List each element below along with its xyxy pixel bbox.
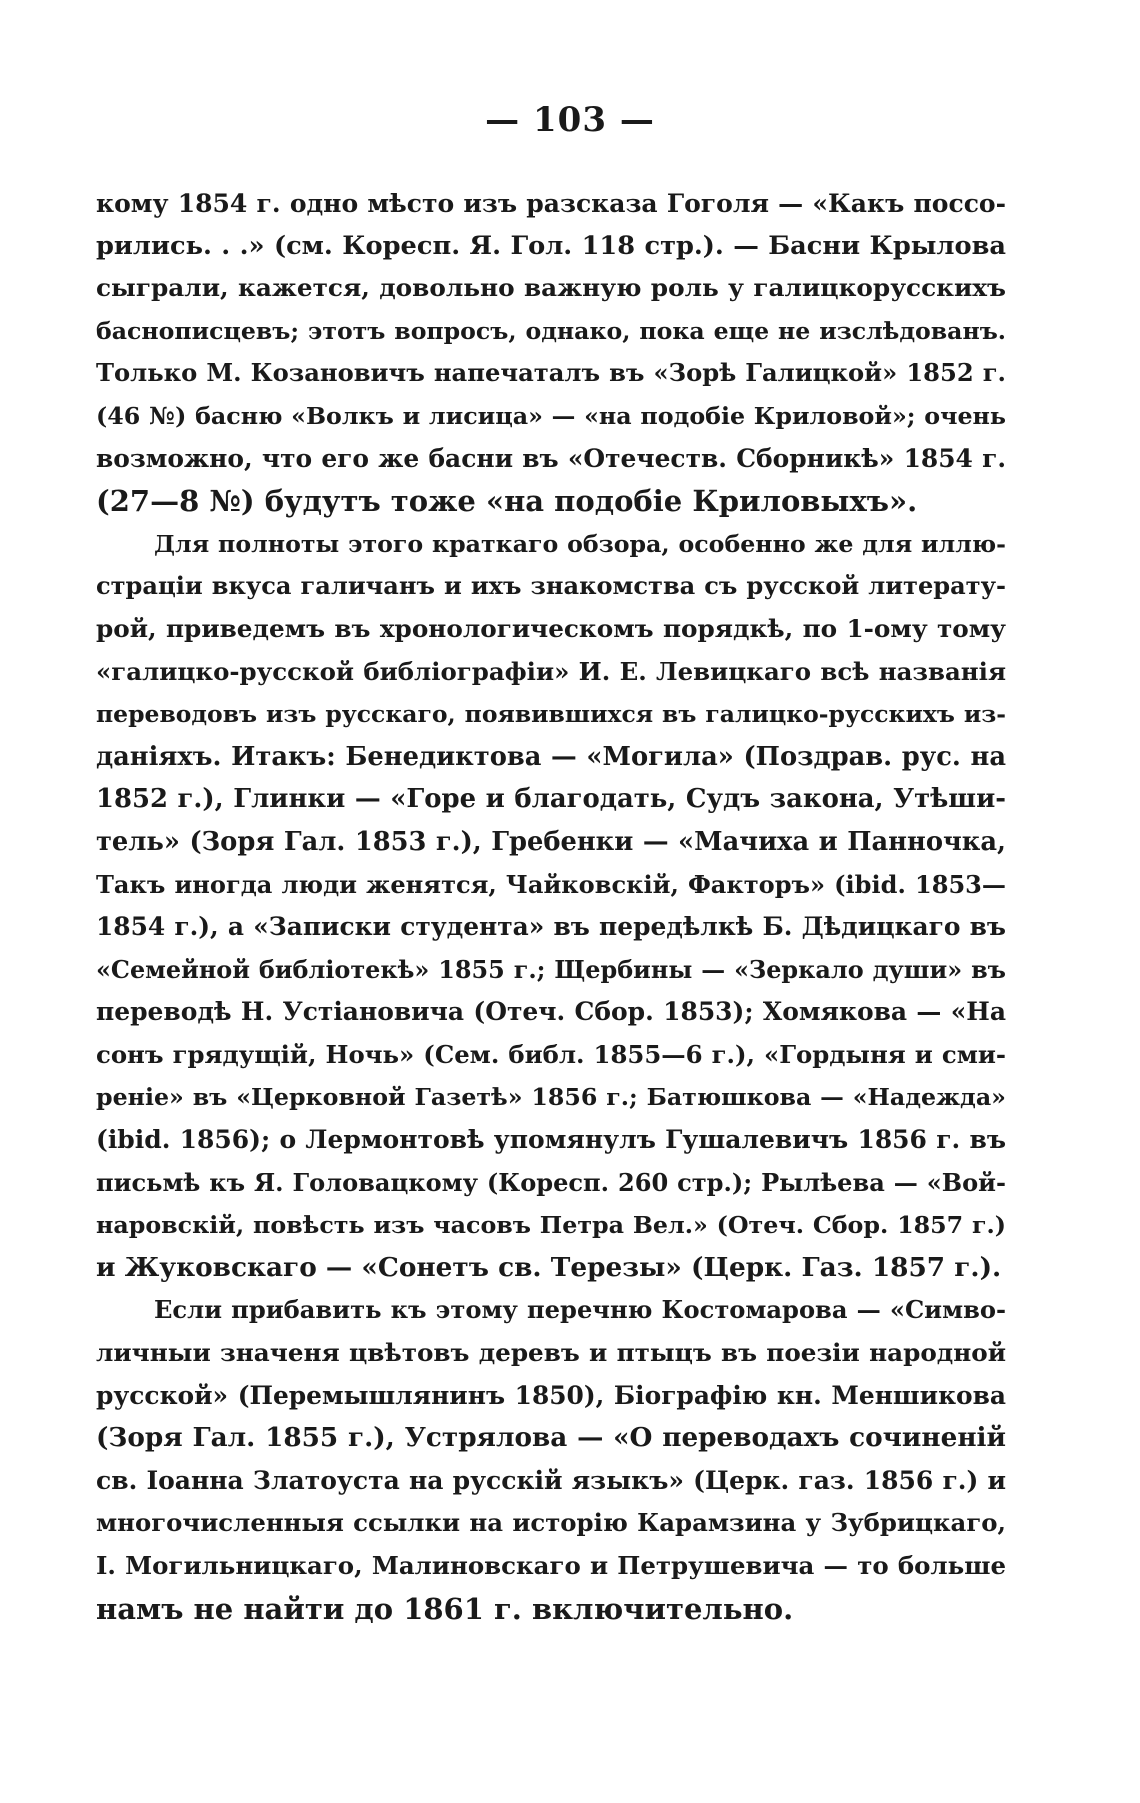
text-line: (Зоря Гал. 1855 г.), Устрялова — «О переводахъ сочиненій — [96, 1422, 1006, 1454]
page-body-text — [96, 182, 1006, 1630]
text-line: Если прибавить къ этому перечню Костомарова — «Симво- — [154, 1295, 1006, 1325]
text-line: І. Могильницкаго, Малиновскаго и Петрушевича — то больше — [96, 1551, 1006, 1580]
text-line: Для полноты этого краткаго обзора, особенно же для иллю- — [154, 529, 1006, 558]
paragraph — [96, 182, 1006, 523]
text-line: письмѣ къ Я. Головацкому (Кoресп. 260 стр.); Рылѣева — «Вой- — [96, 1167, 1006, 1197]
text-line: рой, приведемъ въ хронологическомъ порядкѣ, по 1-ому тому — [96, 613, 1006, 643]
text-line: 1852 г.), Глинки — «Горе и благодать, Судъ закона, Утѣши- — [96, 784, 1006, 815]
text-line: 1854 г.), а «Записки студента» въ передѣлкѣ Б. Дѣдицкаго въ — [96, 912, 1006, 942]
text-line: сыграли, кажется, довольно важную роль у галицкорусскихъ — [96, 273, 1006, 303]
text-line: намъ не найти до 1861 г. включительно. — [96, 1591, 794, 1626]
text-line: «Семейной библіотекѣ» 1855 г.; Щербины — «Зеркало души» въ — [96, 955, 1006, 984]
text-line: страціи вкуса галичанъ и ихъ знакомства съ русской литерату- — [96, 571, 1006, 601]
text-line: переводѣ Н. Устіановича (Отеч. Сбор. 1853); Хомякова — «На — [96, 997, 1006, 1027]
text-line: «галицко-русской библіографіи» И. Е. Левицкаго всѣ названія — [96, 656, 1006, 686]
text-line: и Жуковскаго — «Сонетъ св. Терезы» (Церк. Газ. 1857 г.). — [96, 1251, 1002, 1283]
text-line: сонъ грядущій, Ночь» (Сем. библ. 1855—6 г.), «Гордыня и сми- — [96, 1039, 1006, 1069]
text-line: тель» (Зоря Гал. 1853 г.), Гребенки — «Мачиха и Панночка, — [96, 826, 1006, 857]
text-line: реніе» въ «Церковной Газетѣ» 1856 г.; Батюшкова — «Надежда» — [96, 1083, 1006, 1112]
text-line: св. Іоанна Златоуста на русскій языкъ» (Церк. газ. 1856 г.) и — [96, 1465, 1006, 1495]
text-line: (46 №) басню «Волкъ и лисица» — «на подобіе Криловой»; очень — [96, 401, 1006, 430]
page-number: — 103 — — [485, 100, 655, 140]
text-line: личныи значеня цвѣтовъ деревъ и птыцъ въ поезіи народной — [96, 1338, 1006, 1368]
text-line: переводовъ изъ русскаго, появившихся въ галицко-русскихъ из- — [96, 700, 1006, 729]
text-line: даніяхъ. Итакъ: Бенедиктова — «Могила» (Поздрав. рус. на — [96, 741, 1006, 772]
text-line: русской» (Перемышлянинъ 1850), Біографію кн. Меншикова — [96, 1380, 1006, 1410]
paragraph — [96, 523, 1006, 1290]
text-line: кому 1854 г. одно мѣсто изъ разсказа Гоголя — «Какъ поссо- — [96, 188, 1006, 218]
text-line: рились. . .» (см. Кoресп. Я. Гол. 118 стр.). — Басни Крылова — [96, 230, 1006, 261]
text-line: Только М. Козановичъ напечаталъ въ «Зорѣ Галицкой» 1852 г. — [96, 358, 1006, 388]
text-line: Такъ иногда люди женятся, Чайковскій, Факторъ» (ibid. 1853— — [96, 869, 1006, 899]
text-line: возможно, что его же басни въ «Отечеств. Сборникѣ» 1854 г. — [96, 443, 1006, 473]
text-line: (ibid. 1856); о Лермонтовѣ упомянулъ Гушалевичъ 1856 г. въ — [96, 1125, 1006, 1155]
text-line: многочисленныя ссылки на исторію Карамзина у Зубрицкаго, — [96, 1508, 1006, 1538]
text-line: баснописцевъ; этотъ вопросъ, однако, пока еще не изслѣдованъ. — [96, 316, 1006, 345]
paragraph — [96, 1289, 1006, 1630]
text-line: наровскій, повѣсть изъ часовъ Петра Вел.» (Отеч. Сбор. 1857 г.) — [96, 1211, 1006, 1240]
text-line: (27—8 №) будутъ тоже «на подобіе Криловыхъ». — [96, 484, 918, 519]
